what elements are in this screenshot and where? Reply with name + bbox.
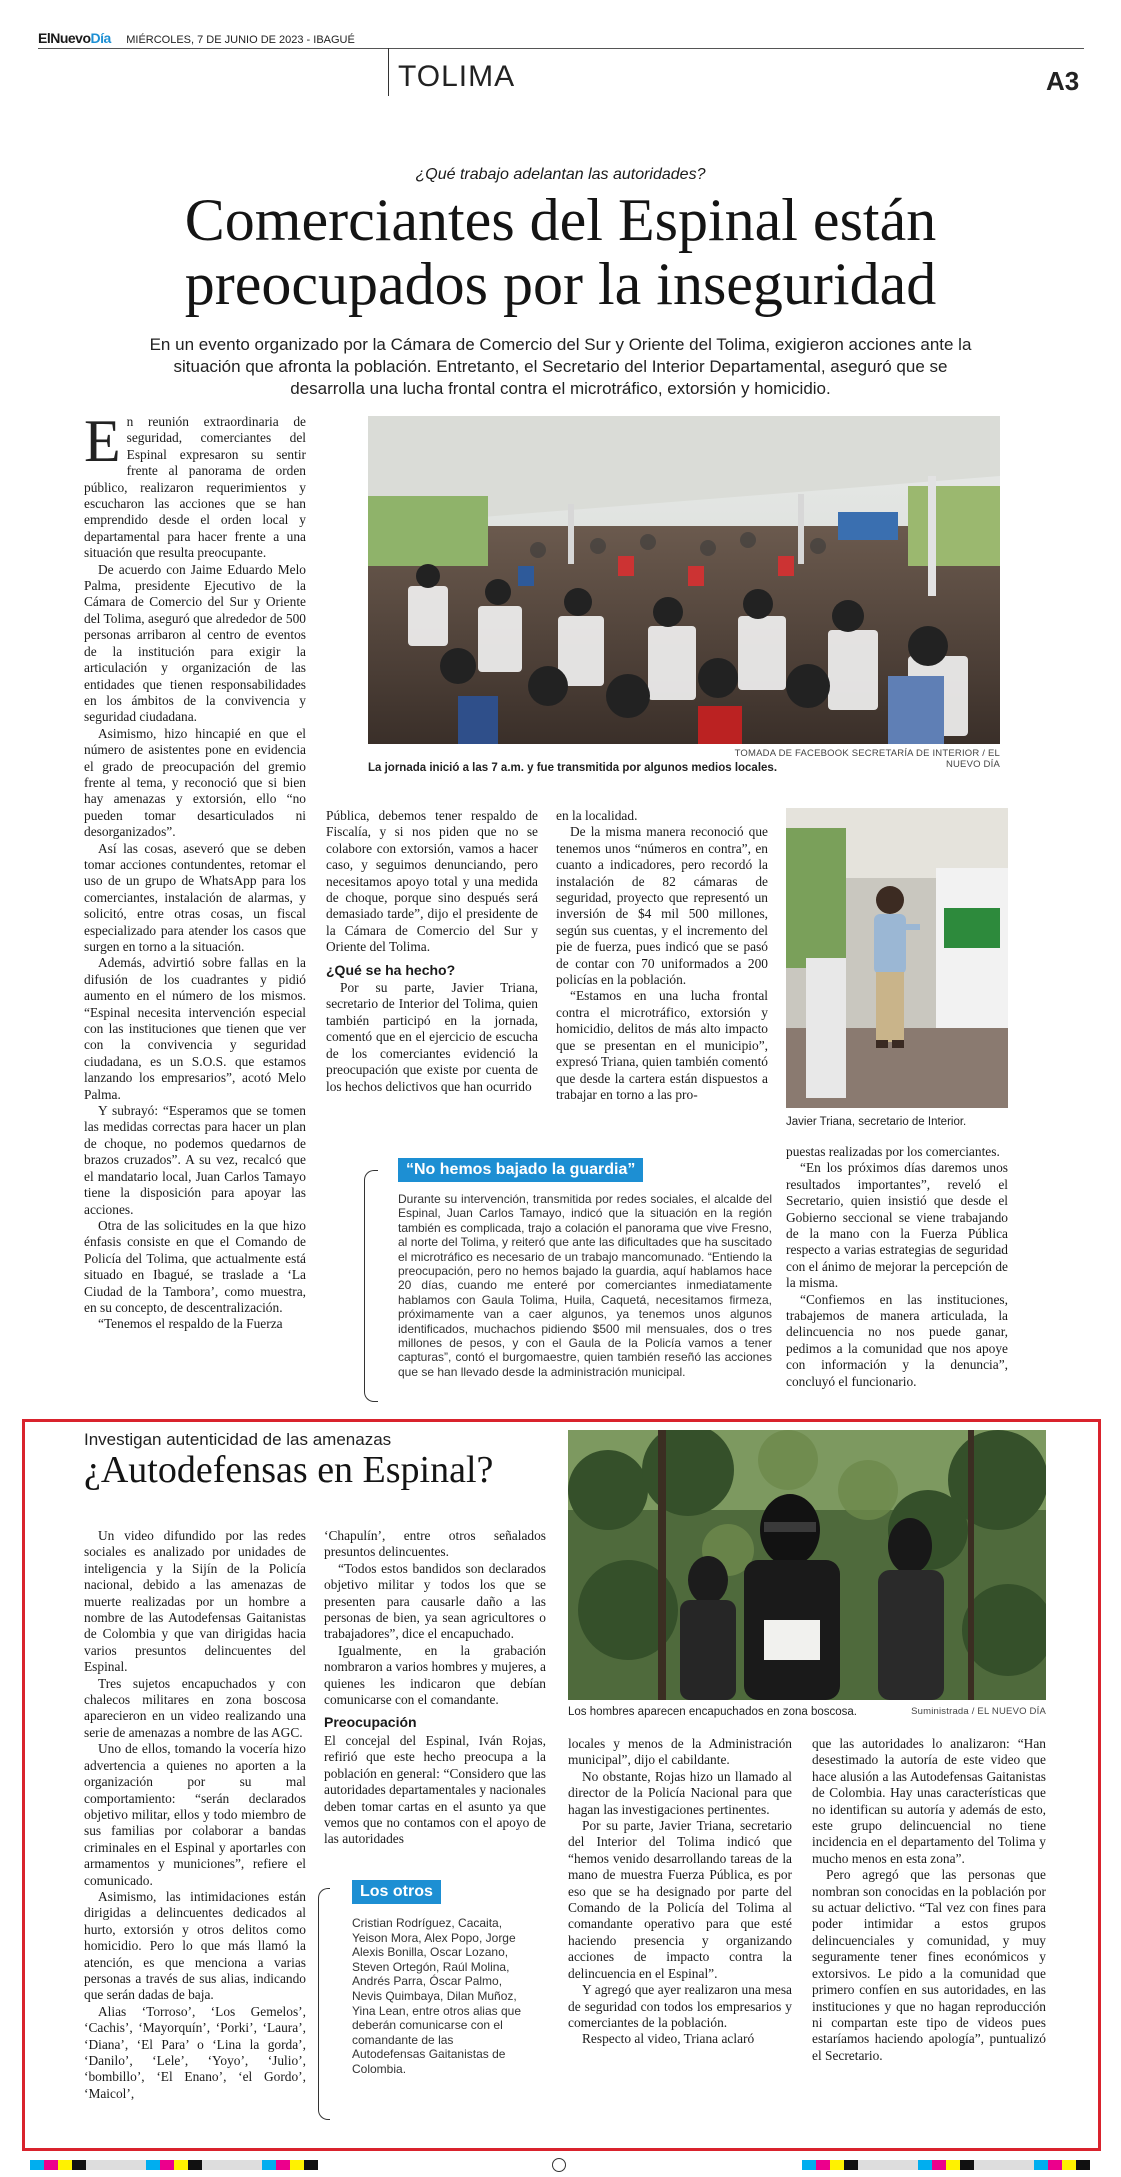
paragraph: No obstante, Rojas hizo un llamado al director de la Policía Nacional para que hagan las investigaciones pertinentes. (568, 1768, 792, 1817)
speaker-illustration (786, 808, 1008, 1108)
logo-el: El (38, 30, 51, 46)
logo-nuevo: Nuevo (50, 30, 91, 46)
paragraph: Por su parte, Javier Triana, secretario de Interior del Tolima, quien también participó en la jornada, comentó que en el ejercicio de escucha de los comerciantes evidenció la preocupación que existe por cuenta de los hechos delictivos que han ocurrido (326, 980, 538, 1094)
kicker: ¿Qué trabajo adelantan las autoridades? (415, 166, 706, 183)
paragraph: n reunión extraordinaria de seguridad, comerciantes del Espinal expresaron su sentir frente al panorama de orden público, realizaron requerimientos y escucharon las acciones que se han emprendido desde el orden local y departamental para hacer frente a una situación que resulta preocupante. (84, 414, 306, 561)
sidebar-bracket (364, 1170, 378, 1402)
kicker-second: Investigan autenticidad de las amenazas (84, 1430, 392, 1449)
article-column-3 (556, 808, 768, 1178)
date-line: MIÉRCOLES, 7 DE JUNIO DE 2023 - IBAGUÉ (126, 34, 355, 46)
newspaper-logo (38, 30, 114, 46)
printer-color-bar-right (580, 2160, 1090, 2170)
paragraph: Tres sujetos encapuchados y con chalecos militares en zona boscosa aparecieron en un video realizando una serie de amenazas a nombre de las AGC. (84, 1675, 306, 1740)
subhead: ¿Qué se ha hecho? (326, 961, 456, 978)
paragraph: Pero agregó que las personas que nombran son conocidas en la población por su actuar delictivo. “Tal vez con fines para poder intimidar a estos grupos delincuenciales y comunidad, y muy seguramente tener fines económicos y extorsivos. Le pido a la comunidad que primero confíen en sus autoridades, en las instituciones y que no hagan reproducción ni compartan este tipo de videos pues estaríamos haciendo apología”, puntualizó el Secretario. (812, 1867, 1046, 2063)
deck-line-1: En un evento organizado por la Cámara de Comercio del Sur y Oriente del Tolima, exigieron acciones ante la (149, 335, 972, 354)
paragraph: Y agregó que ayer realizaron una mesa de seguridad con todos los empresarios y comerciantes de la población. (568, 1982, 792, 2030)
sidebar-text-otros: Cristian Rodríguez, Cacaita, Yeison Mora, Alex Popo, Jorge Alexis Bonilla, Oscar Lozano, Steven Ortegón, Raúl Molina, Andrés Parra, Óscar Palmo, Nevis Quimbaya, Dilan Muñoz, Yina Lean, entre otros alias que deberán comunicarse con el comandante de las Autodefensas Gaitanistas de Colombia. (352, 1916, 522, 2076)
paragraph: El concejal del Espinal, Iván Rojas, refirió que este hecho preocupa a la población en general: “Considero que las autoridades departamentales y nacionales deben tomar cartas en el asunto ya que vemos que no contamos con el apoyo de las autoridades (324, 1732, 546, 1847)
article2-column-3 (568, 1736, 792, 2136)
section-name: TOLIMA (398, 60, 516, 93)
article-column-1 (84, 414, 306, 1404)
photo-hooded-men (568, 1430, 1046, 1700)
sidebar-bracket-otros (318, 1888, 330, 2120)
paragraph: Pública, debemos tener respaldo de Fiscalía, y si nos piden que no se colabore con extorsión, vamos a hacer caso, y seguimos denunciando, pero necesitamos apoyo total y una medida de choque, porque sino después será demasiado tarde”, dijo el presidente de la Cámara de Comercio del Sur y Oriente del Tolima. (326, 808, 538, 955)
paragraph: De la misma manera reconoció que tenemos unos “números en contra”, en cuanto a indicadores, pero recordó la instalación de 82 cámaras de seguridad, proyecto que representó un inversión de $4 mil 500 millones, según sus cuentas, y el incremento del pie de fuerza, pues indicó que se pasó de contar con 70 uniformados a 200 policías en la población. (556, 824, 768, 988)
paragraph: Asimismo, hizo hincapié en que el número de asistentes pone en evidencia el grado de preocupación del gremio frente al tema, y reconoció que si bien hay amenazas y extorsión, ello “no pueden tomar desarticulados ni desorganizados”. (84, 725, 306, 840)
paragraph: locales y menos de la Administración municipal”, dijo el cabildante. (568, 1736, 792, 1768)
sidebar-text: Durante su intervención, transmitida por redes sociales, el alcalde del Espinal, Juan Carlos Tamayo, indicó que la situación en la región también es complicada, trajo a colación el panorama que vive Fresno, al norte del Tolima, y reiteró que ante las dificultades que ha suscitado el microtráfico es necesario de un trabajo mancomunado. “Entiendo la preocupación, pero no hemos bajado la guardia, aquí hablamos hace 20 días, cuando me enteré por comerciantes inmediatamente hablamos con Gaula Tolima, Huila, Caquetá, necesitamos firmeza, próximamente van a caer algunos, ya tenemos unos algunos identificados, muchachos pidiendo $500 mil mensuales, dos o tres millones de pesos, y con el Gaula de la Policía vamos a tener capturas”, contó el burgomaestre, quien también reseñó las acciones que se han llevado desde la administración municipal. (398, 1192, 772, 1379)
paragraph: Uno de ellos, tomando la vocería hizo advertencia a quienes no aporten a la organización por su mal comportamiento: “serán declarados objetivo militar, ellos y todo miembro de sus familias por colaborar a bandas criminales en el Espinal y aportarles con armamentos y municiones”, refiere el comunicado. (84, 1741, 306, 1888)
deck-line-3: desarrolla una lucha frontal contra el microtráfico, extorsión y homicidio. (290, 379, 831, 398)
headline-line-1: Comerciantes del Espinal están (184, 187, 937, 253)
paragraph: Alias ‘Torroso’, ‘Los Gemelos’, ‘Cachis’, ‘Mayorquín’, ‘Porki’, ‘Laura’, ‘Diana’, ‘El Para’ o ‘Lina la gorda’, ‘Danilo’, ‘Lele’, ‘Yoyo’, ‘Julio’, ‘bombillo’, ‘El Enano’, ‘el Gordo’, ‘Maicol’, (84, 2003, 306, 2101)
registration-mark (552, 2158, 566, 2172)
section-divider (388, 48, 389, 96)
paragraph: Respecto al video, Triana aclaró (582, 2031, 755, 2047)
masthead (38, 28, 518, 48)
paragraph: que las autoridades lo analizaron: “Han desestimado la autoría de este video que hace alusión a las Autodefensas Gaitanistas de Colombia. Hay unas características que no identifican su autoría y además de esto, este grupo delincuencial no tiene incidencia en el departamento del Tolima y mucho menos en esta zona”. (812, 1736, 1046, 1866)
sidebar-title-otros: Los otros (352, 1880, 441, 1904)
printer-color-bar-left (30, 2160, 550, 2170)
paragraph: “Tenemos el respaldo de la Fuerza (98, 1316, 283, 1332)
photo-credit-hooded: Suministrada / EL NUEVO DÍA (911, 1706, 1046, 1717)
paragraph: Otra de las solicitudes en la que hizo énfasis consiste en que el Comando de Policía del Tolima, que actualmente está situado en Ibagué, se traslade a ‘La Ciudad de la Tambora’, como muestra, en su concepto, de descentralización. (84, 1217, 306, 1315)
headline-line-2: preocupados por la inseguridad (184, 251, 937, 317)
header-rule (38, 48, 1084, 49)
paragraph: en la localidad. (556, 808, 638, 823)
paragraph: puestas realizadas por los comerciantes. (786, 1144, 1000, 1159)
deck (60, 334, 1061, 400)
drop-cap: E (84, 414, 121, 474)
photo-caption-speaker: Javier Triana, secretario de Interior. (786, 1116, 967, 1128)
article-column-2 (326, 808, 538, 1178)
headline-second: ¿Autodefensas en Espinal? (84, 1449, 494, 1491)
subhead: Preocupación (324, 1714, 417, 1731)
forest-illustration (568, 1430, 1046, 1700)
photo-caption-hooded: Los hombres aparecen encapuchados en zona boscosa. (568, 1706, 857, 1718)
headline (0, 188, 1121, 316)
photo-credit: TOMADA DE FACEBOOK SECRETARÍA DE INTERIOR / EL NUEVO DÍA (734, 748, 1000, 770)
article-column-4 (786, 1144, 1008, 1414)
article2-column-2 (324, 1528, 546, 1868)
paragraph: ‘Chapulín’, entre otros señalados presuntos delincuentes. (324, 1528, 546, 1560)
paragraph: “Confiemos en las instituciones, trabajemos de manera articulada, la delincuencia no nos puede ganar, pedimos a la comunidad que nos apoye con información y la denuncia”, concluyó el funcionario. (786, 1291, 1008, 1389)
paragraph: Por su parte, Javier Triana, secretario del Interior del Tolima indicó que “hemos venido desarrollando tareas de la mano de muestra Fuerza Pública, es por eso que se ha designado por parte del Comando de la Policía del Tolima al comandante operativo para que esté haciendo presencia y organizando acciones de impacto contra la delincuencia en el Espinal”. (568, 1818, 792, 1981)
paragraph: “En los próximos días daremos unos resultados importantes”, reveló el Secretario, quien insistió que desde el Gobierno seccional se viene trabajando de la mano con la Fuerza Pública respecto a varias estrategias de seguridad con el ánimo de mejorar la percepción de la misma. (786, 1160, 1008, 1291)
page-number: A3 (1046, 66, 1080, 96)
sidebar-title: “No hemos bajado la guardia” (398, 1158, 643, 1182)
photo-speaker (786, 808, 1008, 1108)
paragraph: “Estamos en una lucha frontal contra el microtráfico, extorsión y homicidio, delitos de más alto impacto que se presentan en el municipio”, expresó Triana, quien también comentó que desde la cartera están dispuestos a trabajar en torno a las pro- (556, 988, 768, 1102)
article2-column-1 (84, 1528, 306, 2140)
paragraph: Y subrayó: “Esperamos que se tomen las medidas correctas para hacer un plan de choque, no podemos quedarnos de brazos cruzados”. A su vez, recalcó que el mandatario local, Juan Carlos Tamayo tiene la disposición para apoyar las acciones. (84, 1103, 306, 1217)
logo-dia: Día (90, 30, 111, 46)
paragraph: Igualmente, en la grabación nombraron a varios hombres y mujeres, a quienes les indicaron que debían comunicarse con el comandante. (324, 1642, 546, 1708)
crowd-illustration (368, 416, 1000, 744)
photo-event-crowd (368, 416, 1000, 744)
paragraph: Asimismo, las intimidaciones están dirigidas a delincuentes dedicados al hurto, extorsión y otros delitos como homicidio. Pero lo que más llamó la atención, es que menciona a varias personas a través de sus alias, indicando que serán dadas de baja. (84, 1888, 306, 2003)
paragraph: De acuerdo con Jaime Eduardo Melo Palma, presidente Ejecutivo de la Cámara de Comercio del Sur y Oriente del Tolima, aseguró que alrededor de 500 personas arribaron al centro de eventos de la institución para exigir la articulación y organización de las entidades que tienen responsabilidades en los ámbitos de la convivencia y seguridad ciudadana. (84, 561, 306, 725)
photo-caption: La jornada inició a las 7 a.m. y fue transmitida por algunos medios locales. (368, 762, 778, 774)
article2-column-4 (812, 1736, 1046, 2136)
deck-line-2: situación que afronta la población. Entretanto, el Secretario del Interior Departamental, aseguró que se (173, 357, 948, 376)
paragraph: Además, advirtió sobre fallas en la difusión de los cuadrantes y pidió aumento en el número de los mismos. “Espinal necesita intervención especial con las instituciones que tienen que ver con la convivencia y seguridad ciudadana, es un S.O.S. que estamos lanzando los empresarios”, acotó Melo Palma. (84, 955, 306, 1102)
paragraph: Un video difundido por las redes sociales es analizado por unidades de inteligencia y la Sijín de la Policía nacional, debido a las amenazas de muerte realizadas por un hombre a nombre de las Autodefensas Gaitanistas de Colombia y que van dirigidas hacia varios presuntos delincuentes del Espinal. (84, 1528, 306, 1675)
paragraph: Así las cosas, aseveró que se deben tomar acciones contundentes, retomar el uso de un grupo de WhatsApp para los comerciantes, instalación de alarmas, y solicitó, entre otras cosas, un fiscal especializado para atender los casos que surgen en torno a la situación. (84, 840, 306, 954)
paragraph: “Todos estos bandidos son declarados objetivo militar y todos los que se presenten para causarle daño a las personas de bien, ya sean agricultores o trabajadores”, dice el encapuchado. (324, 1560, 546, 1642)
